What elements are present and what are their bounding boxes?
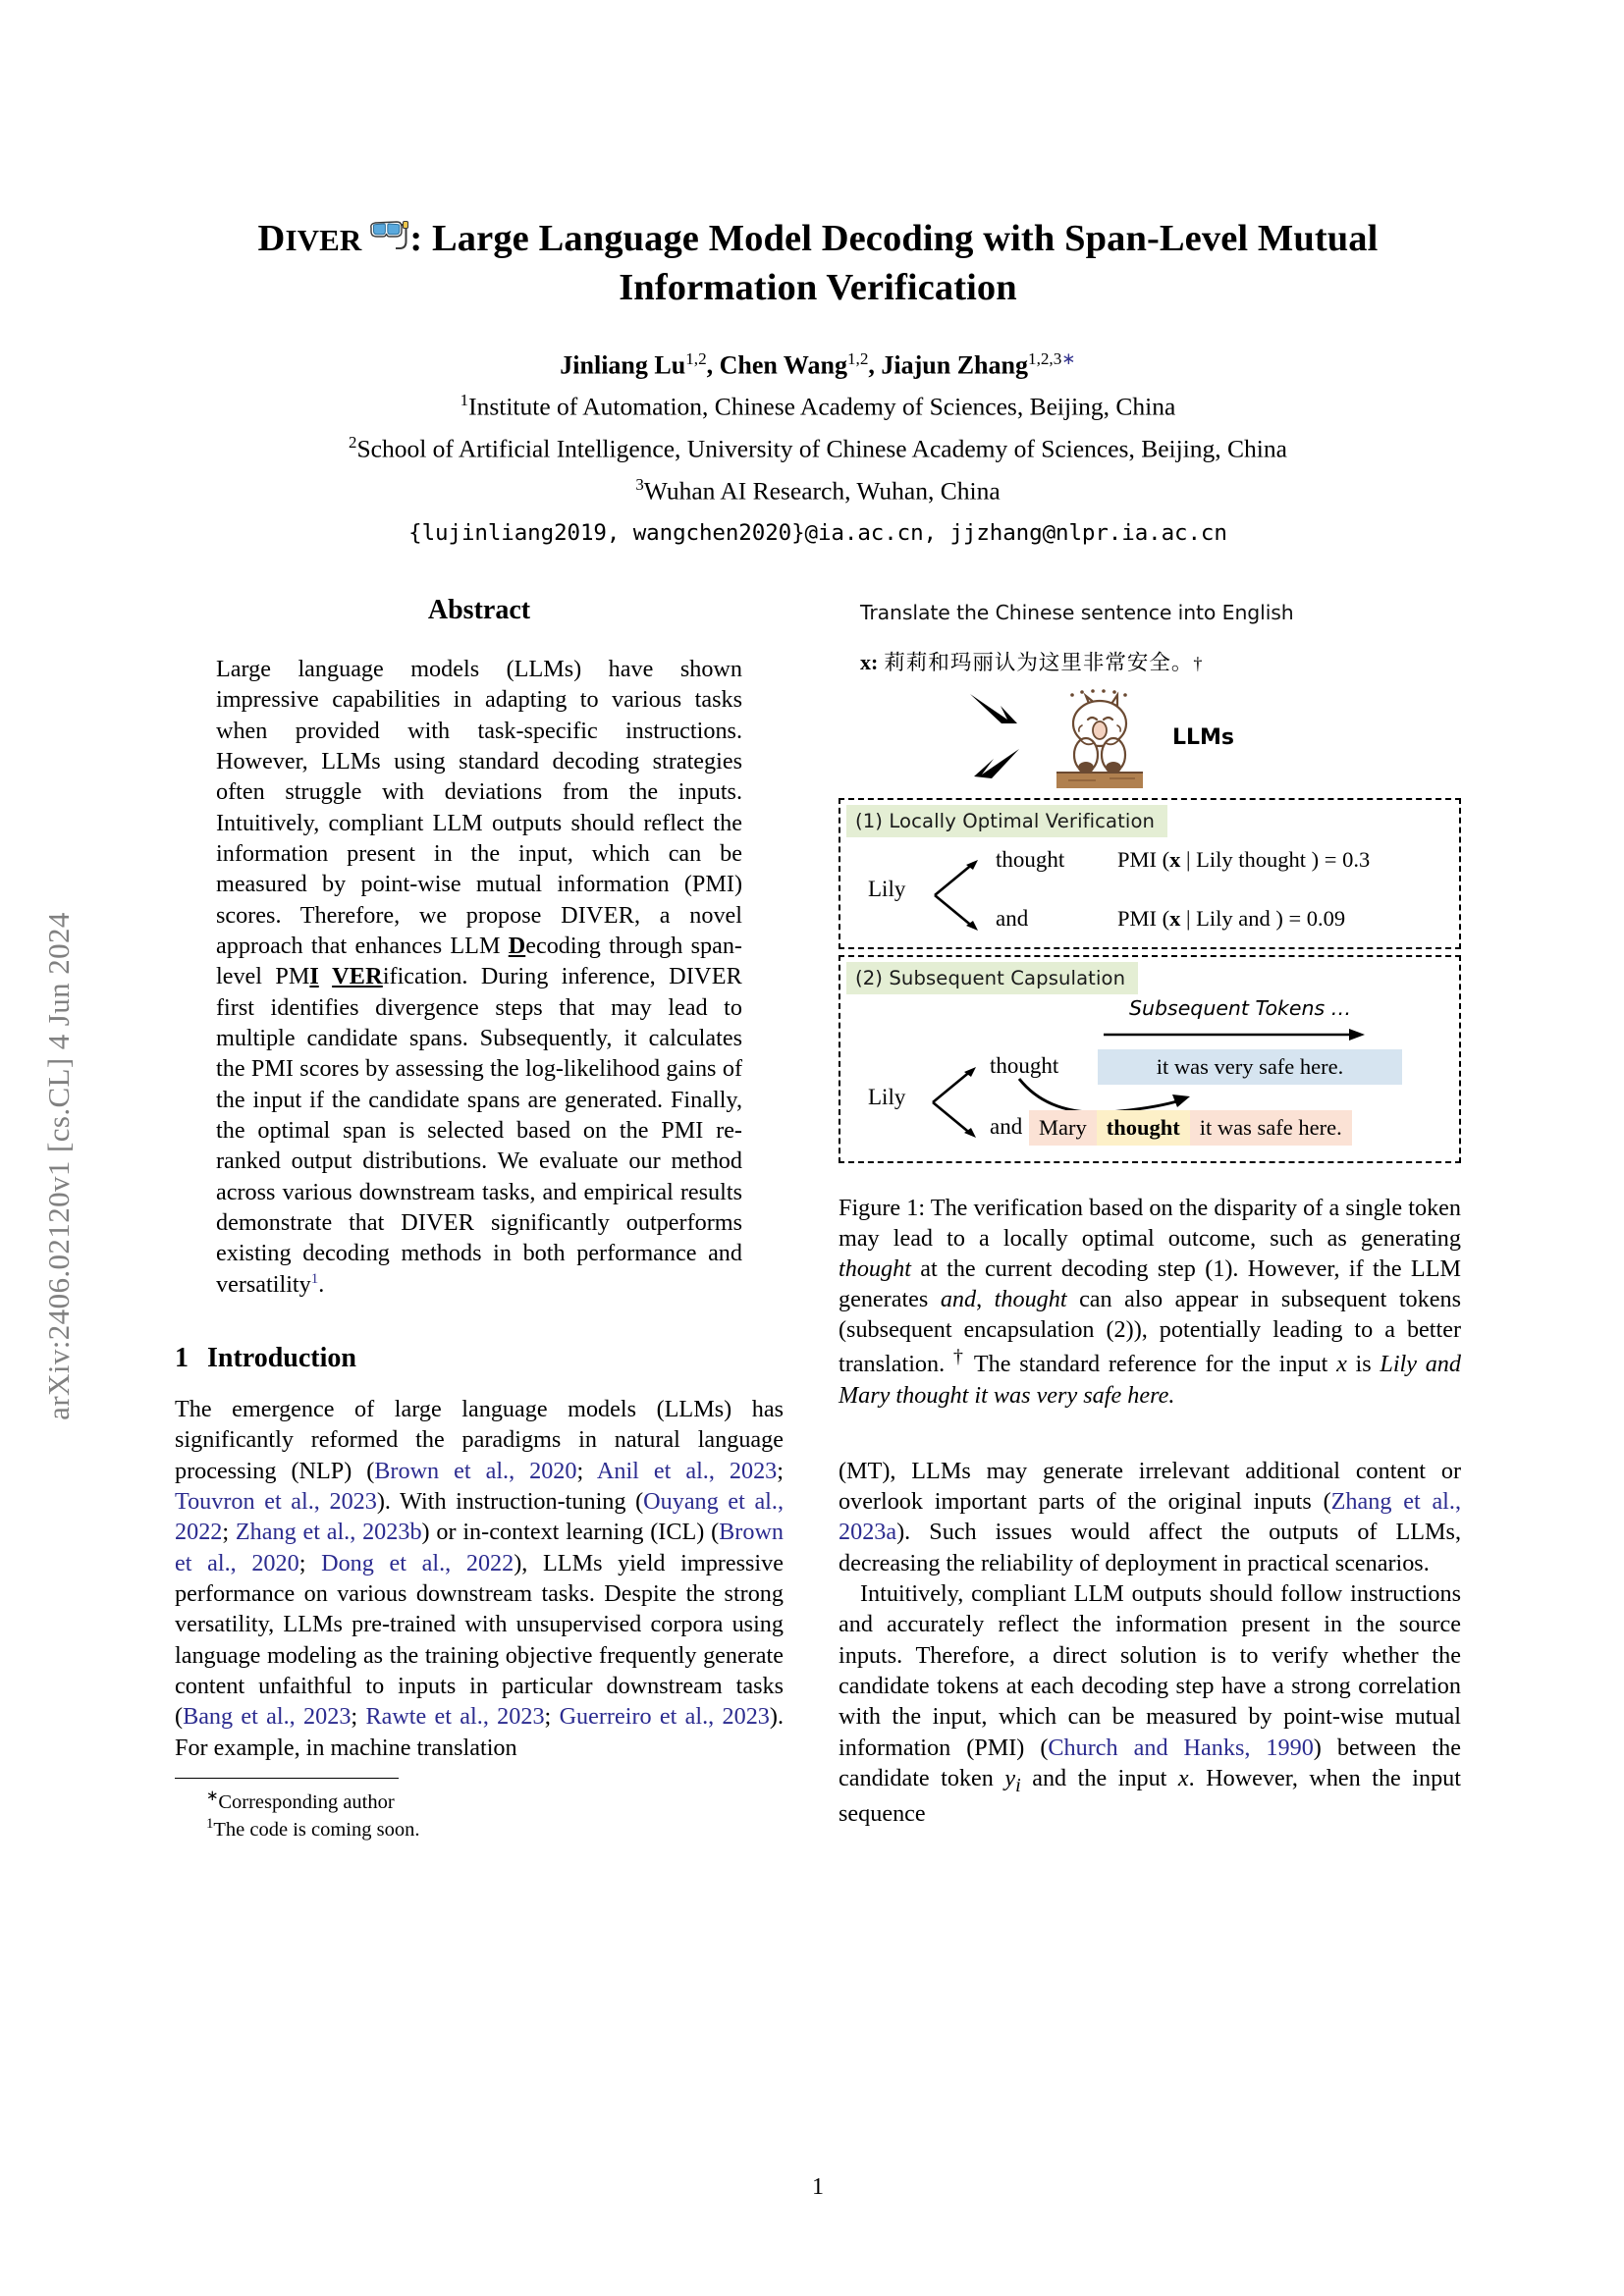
arrow-down-right-icon (968, 690, 1025, 729)
caption-reference-translation: Lily and Mary thought it was very safe here. (839, 1351, 1461, 1409)
intro-part-3: ) or in-context learning (ICL) ( (421, 1519, 720, 1546)
panel-1-content (840, 837, 1459, 947)
affiliation-3-text: Wuhan AI Research, Wuhan, China (643, 476, 1001, 506)
right-part-3: Intuitively, compliant LLM outputs should follow instructions and accurately reflect the information present in the source inputs. Therefore, a direct solution is to verify whether the candidate tokens at each decoding step have a strong correlation with the input, which can be measured by point-wise mutual information (PMI) ( (839, 1580, 1461, 1761)
abstract-footnote-marker: 1 (310, 1270, 319, 1287)
symbol-y-subscript: i (1015, 1774, 1021, 1796)
affiliation-2-sup: 2 (349, 433, 357, 453)
caption-part-1: Figure 1: The verification based on the disparity of a single token may lead to a locally optimal outcome, such as generating (839, 1195, 1461, 1253)
footnote-block (175, 1788, 784, 1843)
citation-ouyang-2022[interactable]: Ouyang et al., 2022 (175, 1487, 784, 1546)
panel-2-candidate-thought: thought (990, 1053, 1059, 1078)
abstract-diver-3: DIVER (401, 1208, 475, 1236)
citation-guerreiro-2023[interactable]: Guerreiro et al., 2023 (559, 1703, 770, 1731)
right-column (839, 595, 1461, 1829)
footnote-star-marker: ∗ (206, 1788, 219, 1804)
panel-2-subsequent-label: Subsequent Tokens … (1129, 996, 1352, 1020)
panel-2-branch-arrows (927, 1059, 988, 1146)
citation-zhang-2023a[interactable]: Zhang et al., 2023a (839, 1488, 1461, 1546)
panel-2-continuation-blue: it was very safe here. (1098, 1049, 1402, 1085)
author-2-affil: 1,2 (846, 349, 869, 369)
title-diver-lead: D (257, 218, 286, 259)
pmi-and-prefix: PMI ( (1117, 906, 1170, 931)
intro-part-4: ), LLMs yield impressive performance on various downstream tasks. Despite the strong versatility, LLMs pre-trained with unsupervised corpora using language modeling as the training objective frequently generate content unfaithful to inputs in particular downstream tasks ( (175, 1549, 784, 1731)
panel-2-peach-prefix: Mary (1029, 1110, 1097, 1146)
author-list (175, 347, 1461, 383)
panel-1-root-token: Lily (868, 877, 906, 901)
panel-2-candidate-and: and (990, 1114, 1023, 1139)
intro-sep-1: ; (576, 1457, 597, 1484)
panel-2-peach-suffix: it was safe here. (1190, 1110, 1352, 1146)
citation-anil-2023[interactable]: Anil et al., 2023 (596, 1457, 778, 1484)
title-diver-rest: IVER (285, 223, 362, 257)
abstract-heading: Abstract (427, 595, 531, 625)
affiliation-1 (175, 389, 1461, 425)
section-number: 1 (175, 1342, 189, 1373)
abstract-part-6: significantly outperforms existing decoding methods in both performance and versatility (216, 1208, 742, 1298)
abstract-space (319, 963, 332, 989)
right-paragraph-1 (839, 1456, 1461, 1578)
abstract-text (216, 654, 742, 1300)
arxiv-stamp (0, 0, 118, 2296)
abstract-diver-2: DIVER (669, 963, 743, 990)
abstract-part-5: first identifies divergence steps that may lead to multiple candidate spans. Subsequently, it calculates the PMI scores by assessing the log-likelihood gains of the input if the candidate spans are generated. Finally, the optimal span is selected based on the PMI re-ranked output distributions. We evaluate our method across various downstream tasks, and empirical results demonstrate that (216, 993, 742, 1236)
page-title (175, 214, 1461, 312)
affiliation-2-text: School of Artificial Intelligence, University of Chinese Academy of Sciences, Beijing, China (356, 434, 1287, 463)
figure-x-label: x: (860, 650, 879, 674)
right-part-5: and the input (1020, 1765, 1178, 1791)
intro-sep-6: ; (544, 1703, 560, 1731)
left-column (175, 595, 784, 1843)
panel-2-root-token: Lily (868, 1085, 906, 1109)
panel-1-pmi-equation-thought (1117, 847, 1370, 873)
paper-page (175, 0, 1461, 2296)
citation-brown-2020-b[interactable]: Brown et al., 2020 (175, 1519, 784, 1576)
caption-part-6: is (1346, 1351, 1380, 1378)
footnote-star-text: Corresponding author (218, 1790, 395, 1813)
intro-part-2: ). With instruction-tuning ( (376, 1487, 644, 1515)
introduction-text (175, 1394, 784, 1763)
affiliation-3-sup: 3 (635, 475, 644, 495)
figure-1-caption (839, 1193, 1461, 1411)
abstract-part-2: , a novel approach that enhances LLM (216, 901, 742, 959)
abstract-d-underline: D (508, 932, 526, 959)
panel-2-yellow-word: thought (1097, 1110, 1190, 1146)
abstract-part-1: Large language models (LLMs) have shown impressive capabilities in adapting to various tasks when provided with task-specific instructions. However, LLMs using standard decoding strategies often struggle with deviations from the inputs. Intuitively, compliant LLM outputs should reflect the information present in the input, which can be measured by point-wise mutual information (PMI) scores. Therefore, we propose (216, 656, 742, 929)
panel-1-candidate-thought: thought (996, 847, 1065, 872)
pmi-thought-suffix: | Lily thought ) = 0.3 (1180, 847, 1371, 872)
arxiv-stamp-text: arXiv:2406.02120v1 [cs.CL] 4 Jun 2024 (41, 912, 76, 1420)
right-part-1: (MT), LLMs may generate irrelevant additional content or overlook important parts of the original inputs ( (839, 1457, 1461, 1516)
intro-sep-2: ; (777, 1457, 784, 1484)
page-number: 1 (812, 2174, 824, 2200)
llm-label: LLMs (1172, 725, 1235, 750)
caption-x-symbol: x (1336, 1351, 1347, 1378)
arrow-up-left-icon (968, 747, 1025, 786)
panel-1-branch-arrows (929, 853, 990, 937)
figure-dagger-marker: † (1193, 654, 1203, 673)
intro-sep-3: ; (222, 1519, 236, 1546)
panel-1-pmi-equation-and (1117, 906, 1345, 932)
intro-paragraph-1 (175, 1394, 784, 1763)
abstract-part-3: ecoding through span-level PM (216, 932, 742, 990)
caption-part-5: The standard reference for the input (965, 1351, 1337, 1378)
affiliation-2 (175, 431, 1461, 467)
caption-dagger-marker: † (952, 1346, 966, 1368)
diving-mask-icon (367, 218, 408, 253)
right-part-2: ). Such issues would affect the outputs of LLMs, decreasing the reliability of deployment in practical scenarios. (839, 1519, 1461, 1576)
symbol-y: y (1004, 1765, 1016, 1791)
citation-touvron-2023[interactable]: Touvron et al., 2023 (175, 1487, 377, 1515)
citation-bang-2023[interactable]: Bang et al., 2023 (183, 1703, 352, 1731)
intro-sep-5: ; (351, 1703, 366, 1731)
footnote-1-marker: 1 (206, 1816, 214, 1833)
pmi-and-x: x (1169, 906, 1181, 931)
caption-italic-thought-2: thought (994, 1286, 1067, 1313)
footnote-corresponding-author (175, 1788, 784, 1815)
figure-chinese-sentence: 莉莉和玛丽认为这里非常安全。 (884, 651, 1194, 675)
panel-2-title: (2) Subsequent Capsulation (846, 962, 1138, 994)
citation-zhang-2023b[interactable]: Zhang et al., 2023b (235, 1519, 422, 1546)
footnote-divider (175, 1778, 399, 1779)
right-column-text (839, 1456, 1461, 1830)
citation-dong-2022[interactable]: Dong et al., 2022 (321, 1549, 514, 1576)
author-2: , Chen Wang (706, 350, 847, 380)
figure-1 (839, 601, 1461, 1411)
llm-mascot-icon (1053, 684, 1147, 790)
corresponding-author-marker: ∗ (1061, 349, 1076, 369)
author-3: , Jiajun Zhang (868, 350, 1028, 380)
title-rest: : Large Language Model Decoding with Span-Level Mutual Information Verification (409, 218, 1379, 309)
abstract-ver-underline: VER (332, 963, 383, 990)
figure-source-line (860, 646, 1461, 676)
abstract-diver-1: DIVER (561, 901, 635, 929)
affiliation-1-text: Institute of Automation, Chinese Academy of Sciences, Beijing, China (468, 392, 1176, 421)
caption-italic-and: and (940, 1286, 977, 1313)
section-heading-introduction (175, 1343, 784, 1374)
affiliation-1-sup: 1 (460, 390, 469, 409)
pmi-thought-prefix: PMI ( (1117, 847, 1170, 872)
citation-brown-2020-a[interactable]: Brown et al., 2020 (374, 1457, 577, 1484)
abstract-part-4: ification. During inference, (382, 963, 670, 990)
intro-part-5: ). For example, in machine translation (175, 1703, 784, 1761)
pmi-thought-x: x (1169, 847, 1181, 872)
author-3-affil: 1,2,3 (1027, 349, 1062, 369)
subsequent-tokens-arrow-icon (1104, 1028, 1367, 1041)
figure-llm-row (839, 684, 1461, 792)
footnote-code (175, 1815, 784, 1842)
abstract-i-underline: I (309, 963, 319, 990)
panel-2-content (840, 994, 1459, 1161)
citation-rawte-2023[interactable]: Rawte et al., 2023 (365, 1703, 545, 1731)
author-1-affil: 1,2 (685, 349, 707, 369)
two-column-body (175, 595, 1461, 2205)
footnote-1-text: The code is coming soon. (213, 1819, 420, 1842)
symbol-x: x (1177, 1765, 1189, 1791)
panel-2-continuation-peach-row (1029, 1110, 1352, 1146)
author-emails: {lujinliang2019, wangchen2020}@ia.ac.cn, jjzhang@nlpr.ia.ac.cn (408, 519, 1227, 546)
author-1: Jinliang Lu (560, 350, 686, 380)
pmi-and-suffix: | Lily and ) = 0.09 (1180, 906, 1346, 931)
intro-sep-4: ; (298, 1549, 322, 1576)
citation-church-hanks-1990[interactable]: Church and Hanks, 1990 (1048, 1734, 1314, 1761)
panel-1-title: (1) Locally Optimal Verification (846, 805, 1167, 837)
caption-part-4: can also appear in subsequent tokens (subsequent encapsulation (2)), potentially leading to a better translation. (839, 1286, 1461, 1378)
abstract-part-7: . (318, 1270, 325, 1298)
caption-italic-thought-1: thought (839, 1255, 911, 1283)
right-part-4: ) between the candidate token (839, 1734, 1462, 1791)
figure-panel-1 (839, 798, 1461, 949)
section-title: Introduction (207, 1342, 356, 1373)
panel-1-candidate-and: and (996, 906, 1029, 931)
caption-part-3: , (976, 1286, 995, 1313)
caption-part-2: at the current decoding step (1). However, if the LLM generates (839, 1255, 1461, 1313)
right-paragraph-2 (839, 1578, 1461, 1829)
intro-part-1: The emergence of large language models (LLMs) has significantly reformed the paradigms in natural language processing (NLP) ( (175, 1395, 784, 1484)
figure-prompt-text: Translate the Chinese sentence into English (860, 601, 1294, 624)
right-part-6: . However, when the input sequence (839, 1765, 1461, 1827)
affiliation-3 (175, 473, 1461, 509)
figure-panel-2 (839, 955, 1461, 1163)
